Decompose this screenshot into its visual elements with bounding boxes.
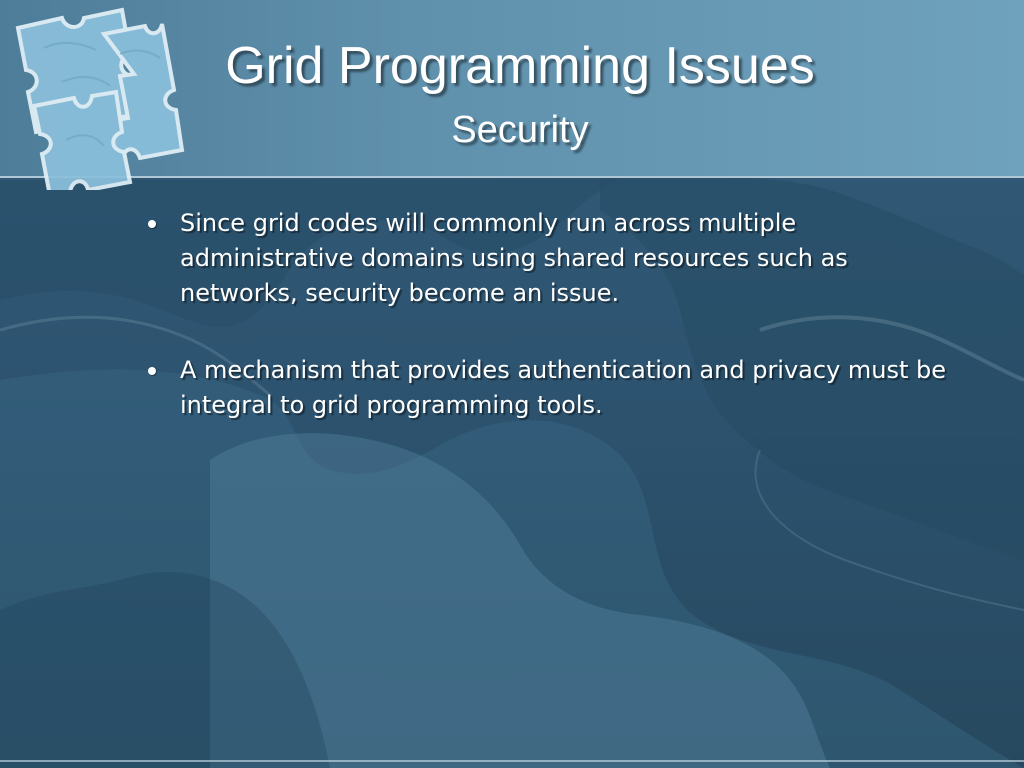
bullet-list	[148, 206, 948, 465]
round-bullet-icon	[148, 367, 156, 375]
bullet-text: A mechanism that provides authentication and privacy must be integral to grid programming tools.	[180, 356, 947, 419]
bullet-item	[148, 206, 948, 311]
bottom-divider	[0, 760, 1024, 762]
puzzle-pieces-icon	[0, 0, 185, 190]
slide-subtitle: Security	[451, 109, 589, 151]
bullet-item	[148, 353, 948, 423]
bullet-text: Since grid codes will commonly run across multiple administrative domains using shared resources such as networks, security become an issue.	[180, 209, 848, 307]
round-bullet-icon	[148, 220, 156, 228]
slide-title: Grid Programming Issues	[225, 37, 815, 95]
